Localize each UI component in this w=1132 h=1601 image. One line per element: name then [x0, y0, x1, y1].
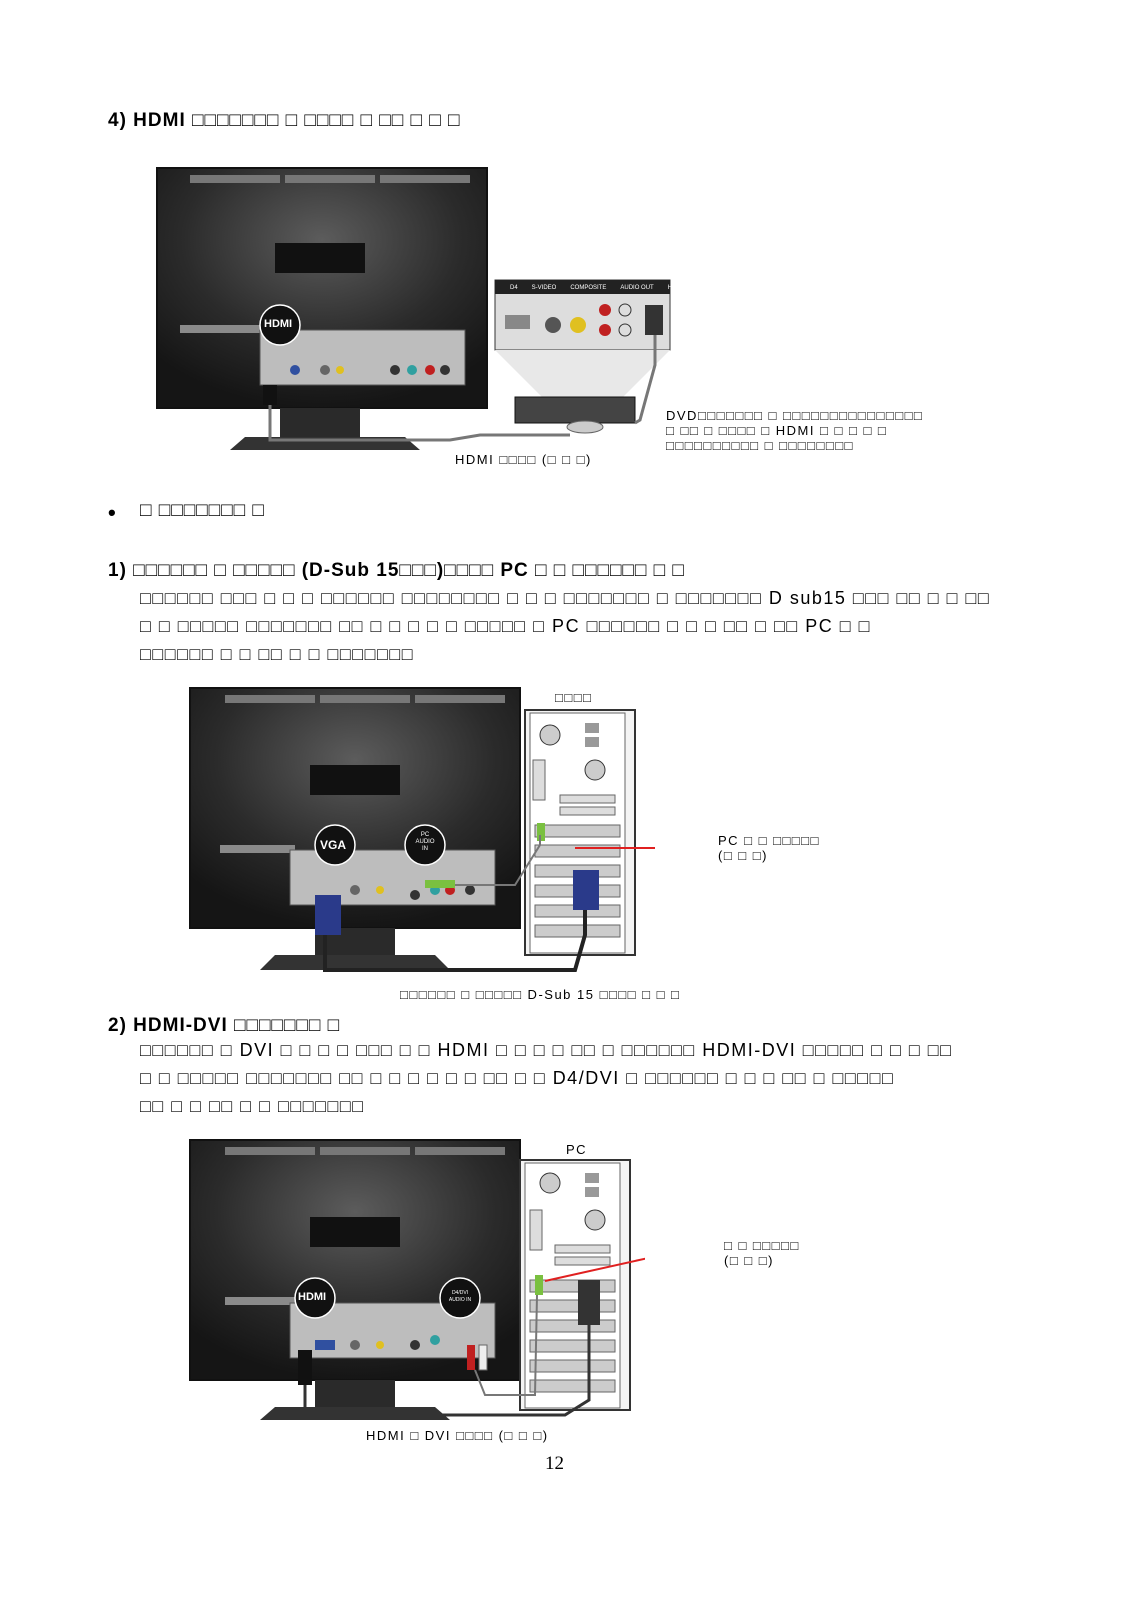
pc-label-dvi: PC	[566, 1142, 588, 1157]
vga-port-badge: VGA	[320, 838, 347, 852]
pc-audio-badge-line-2: AUDIO	[415, 839, 435, 845]
section-1-paragraph	[140, 584, 990, 668]
pc-label-vga: □□□□	[555, 690, 593, 705]
port-label-svideo: S-VIDEO	[531, 285, 557, 291]
dvd-note-line-1: DVD□□□□□□□ □ □□□□□□□□□□□□□□□	[666, 408, 924, 423]
bullet-marker: •	[108, 500, 117, 525]
hdmi-dvi-cable-label: HDMI □ DVI □□□□ (□ □ □)	[366, 1428, 549, 1443]
port-label-audio-out: AUDIO OUT	[620, 285, 654, 291]
pc-audio-callout-line-2: (□ □ □)	[718, 848, 768, 863]
section-2-line-2: □ □ □□□□□ □□□□□□□ □□ □ □ □ □ □ □ □□ □ □ D4/DVI □ □□□□□□ □ □ □ □□ □ □□□□□	[140, 1068, 895, 1088]
section-4-heading: 4) HDMI □□□□□□□ □ □□□□ □ □□ □ □ □	[108, 110, 461, 131]
section-2-paragraph	[140, 1036, 953, 1120]
pc-audio-in-badge	[413, 832, 437, 853]
dvd-note-line-3: □□□□□□□□□□ □ □□□□□□□□	[666, 438, 854, 453]
port-label-composite: COMPOSITE	[570, 285, 607, 291]
page-number: 12	[545, 1453, 564, 1474]
section-2-line-3: □□ □ □ □□ □ □ □□□□□□□	[140, 1096, 365, 1116]
port-label-hdmi: HDMI	[667, 285, 684, 291]
port-label-d4: D4	[510, 285, 518, 291]
hdmi-dvi-connection-figure	[185, 1135, 645, 1430]
bullet-section-title: □ □□□□□□□ □	[140, 500, 265, 521]
hdmi-cable-label: HDMI □□□□ (□ □ □)	[455, 452, 592, 467]
hdmi-dvi-connection-illustration	[185, 1135, 645, 1430]
hdmi-port-badge: HDMI	[264, 318, 293, 330]
d4-dvi-badge-line-1: D4/DVI	[451, 1290, 469, 1296]
hdmi-port-badge-2: HDMI	[298, 1291, 327, 1303]
audio-callout-dvi-line-1: □ □ □□□□□	[724, 1238, 800, 1253]
section-1-line-2: □ □ □□□□□ □□□□□□□ □□ □ □ □ □ □ □□□□□ □ PC □□□□□□ □ □ □ □□ □ □□ PC □ □	[140, 616, 872, 636]
hdmi-connection-figure	[150, 165, 690, 475]
section-1-line-1: □□□□□□ □□□ □ □ □ □□□□□□ □□□□□□□□ □ □ □ □□□□□□□ □ □□□□□□□ D sub15 □□□ □□ □ □ □□	[140, 588, 991, 608]
section-2-line-1: □□□□□□ □ DVI □ □ □ □ □□□ □ □ HDMI □ □ □ □ □□ □ □□□□□□ HDMI-DVI □□□□□ □ □ □ □□	[140, 1040, 953, 1060]
pc-audio-callout	[718, 833, 820, 863]
section-1-heading: 1) □□□□□□ □ □□□□□ (D-Sub 15□□□)□□□□ PC □ □ □□□□□□ □ □	[108, 560, 685, 581]
dvd-note	[666, 408, 923, 453]
pc-audio-badge-line-1: PC	[420, 832, 430, 838]
panel-port-labels	[510, 285, 683, 291]
pc-audio-callout-line-1: PC □ □ □□□□□	[718, 833, 820, 848]
d4-dvi-badge-line-2: AUDIO IN	[448, 1297, 472, 1303]
vga-connection-figure	[185, 685, 655, 985]
audio-callout-dvi	[724, 1238, 800, 1268]
section-2-heading: 2) HDMI-DVI □□□□□□□ □	[108, 1015, 341, 1036]
d4-dvi-audio-badge	[446, 1290, 474, 1304]
vga-cable-label: □□□□□□ □ □□□□□ D-Sub 15 □□□□ □ □ □	[400, 987, 681, 1002]
pc-audio-badge-line-3: IN	[422, 846, 428, 852]
audio-callout-dvi-line-2: (□ □ □)	[724, 1253, 774, 1268]
dvd-note-line-2: □ □□ □ □□□□ □ HDMI □ □ □ □ □	[666, 423, 888, 438]
hdmi-connection-illustration	[150, 165, 690, 475]
section-1-line-3: □□□□□□ □ □ □□ □ □ □□□□□□□	[140, 644, 415, 664]
